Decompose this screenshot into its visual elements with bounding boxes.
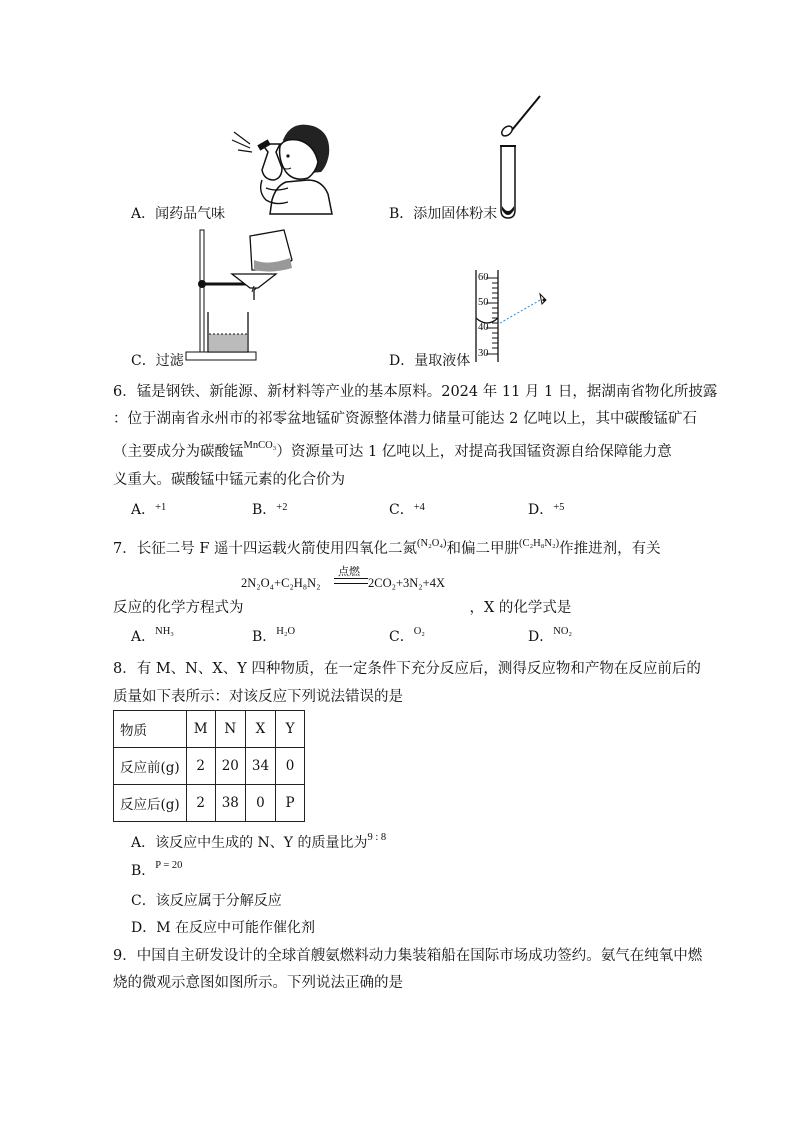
q8-option-b[interactable]: B．$^{P = 20}$ [131, 860, 183, 879]
table-header-row [114, 711, 305, 748]
q7-option-c[interactable]: C．$^{O_2}$ [389, 626, 425, 645]
table-row [114, 785, 305, 822]
q6-option-c[interactable]: C．$^{+4}$ [389, 502, 425, 518]
table-cell: 反应前(g) [114, 748, 187, 785]
mnco3-formula: MnCO₃ [243, 440, 277, 451]
q8-option-a[interactable]: A．该反应中生成的 N、Y 的质量比为$^{9 : 8}$ [131, 832, 387, 851]
equation-right: 2CO₂+3N₂+4X [368, 576, 445, 590]
table-cell: 0 [245, 785, 275, 822]
q6-line-4: 义重大。碳酸锰中锰元素的化合价为 [113, 472, 345, 488]
reaction-condition: 点燃 [338, 566, 360, 578]
equation-equals-sign [334, 578, 368, 584]
q6-option-a[interactable]: A．$^{+1}$ [131, 502, 167, 518]
filtration-apparatus-illustration [184, 228, 294, 362]
table-cell: 20 [215, 748, 245, 785]
q6-line-1: 6．锰是钢铁、新能源、新材料等产业的基本原料。2024 年 11 月 1 日，据湖南省物化所披露 [113, 384, 718, 400]
q7-line-1: 7．长征二号 F 遥十四运载火箭使用四氧化二氮$^{(N_2O_4)}$和偏二甲肼$^{(C_2H_8N_2)}$作推进剂，有关 [113, 538, 661, 557]
table-cell: 0 [276, 748, 305, 785]
cylinder-tick-40: 40 [478, 322, 489, 333]
cylinder-tick-50: 50 [478, 297, 489, 308]
table-cell: P [276, 785, 305, 822]
option-c-label: C．过滤 [131, 353, 184, 369]
table-header-cell: N [215, 711, 245, 748]
option-d-label: D．量取液体 [389, 353, 471, 369]
table-cell: 38 [215, 785, 245, 822]
q8-option-c[interactable]: C．该反应属于分解反应 [131, 893, 282, 909]
option-a-label: A．闻药品气味 [131, 206, 226, 222]
q8-line-2: 质量如下表所示：对该反应下列说法错误的是 [113, 689, 403, 705]
q6-line-2: ：位于湖南省永州市的祁零盆地锰矿资源整体潜力储量可能达 2 亿吨以上，其中碳酸锰矿石 [113, 411, 697, 427]
test-tube-spoon-illustration [496, 94, 546, 218]
table-cell: 34 [245, 748, 275, 785]
q8-option-d[interactable]: D．M 在反应中可能作催化剂 [131, 920, 316, 936]
table-header-cell: Y [276, 711, 305, 748]
n2o4-formula: N₂O₄ [420, 538, 444, 549]
q7-option-a[interactable]: A．$^{NH_3}$ [131, 626, 174, 645]
q9-line-2: 烧的微观示意图如图所示。下列说法正确的是 [113, 975, 403, 991]
q6-option-b[interactable]: B．$^{+2}$ [252, 502, 288, 518]
q8-line-1: 8．有 M、N、X、Y 四种物质，在一定条件下充分反应后，测得反应物和产物在反应前后的 [113, 661, 701, 677]
q9-line-1: 9．中国自主研发设计的全球首艘氨燃料动力集装箱船在国际市场成功签约。氨气在纯氧中燃 [113, 948, 703, 964]
q7-option-b[interactable]: B．$^{H_2O}$ [252, 626, 296, 645]
table-cell: 2 [186, 785, 215, 822]
table-header-cell: 物质 [114, 711, 187, 748]
q6-option-d[interactable]: D．$^{+5}$ [528, 502, 565, 518]
c2h8n2-formula: C₂H₈N₂ [522, 538, 556, 549]
q7-line-2: 反应的化学方程式为 ，X 的化学式是 [113, 600, 572, 616]
table-cell: 2 [186, 748, 215, 785]
option-b-label: B．添加固体粉末 [389, 206, 498, 222]
table-header-cell: X [245, 711, 275, 748]
q7-option-d[interactable]: D．$^{NO_2}$ [528, 626, 573, 645]
mass-table [113, 710, 305, 822]
cylinder-tick-30: 30 [478, 348, 489, 359]
table-cell: 反应后(g) [114, 785, 187, 822]
cylinder-tick-60: 60 [478, 272, 489, 283]
q6-line-3: （主要成分为碳酸锰$^{MnCO_3}$）资源量可达 1 亿吨以上，对提高我国锰资源自给保障能力意 [113, 440, 672, 460]
table-row [114, 748, 305, 785]
equation-left: 2N₂O₄+C₂H₈N₂ [241, 576, 321, 590]
child-smelling-illustration [228, 118, 338, 216]
table-header-cell: M [186, 711, 215, 748]
